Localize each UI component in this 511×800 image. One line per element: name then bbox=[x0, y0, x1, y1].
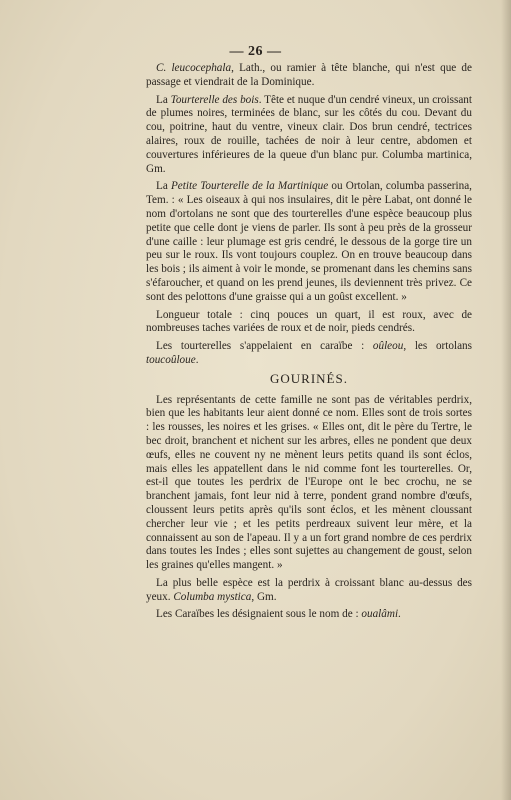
text-run: ou Ortolan, columba passerina, Tem. : « Les oiseaux à qui nos insulaires, dit le père Labat, ont donné le nom d'ortolans ne sont que des tourterelles d'une espèce beaucoup plus petite que celle dont je viens de parler. Ils sont à peu près de la grosseur d'une caille : leur plumage est gris cendré, le dessous de la gorge tire un peu sur le roux. Ils vont toujours couplez. On en trouve beaucoup dans les bois ; ils aiment à voir le monde, se promenant dans les chemins sans s'éfaroucher, et quand on les prend jeunes, ils deviennent très privez. Ce sont des pelottons d'une graisse qui a un goûst excellent. » bbox=[146, 180, 472, 303]
text-run: . bbox=[398, 608, 401, 621]
text-run: , les ortolans bbox=[403, 340, 472, 353]
page-edge-shadow bbox=[501, 0, 511, 800]
text-run: . bbox=[195, 353, 199, 366]
page-number: — 26 — bbox=[229, 44, 282, 59]
paragraph bbox=[146, 394, 472, 573]
section-pigeons bbox=[146, 62, 472, 368]
italic-run: Columba mystica bbox=[173, 590, 252, 603]
paragraph bbox=[146, 577, 472, 605]
paragraph bbox=[146, 309, 472, 337]
italic-run: toucoûloue bbox=[146, 353, 196, 366]
text-run: Longueur totale : cinq pouces un quart, il est roux, avec de nombreuses taches variées de roux et de noir, pieds cendrés. bbox=[146, 308, 472, 335]
italic-run: oualâmi bbox=[361, 608, 399, 621]
text-run: La bbox=[156, 180, 171, 193]
section-heading: GOURINÉS. bbox=[270, 370, 348, 386]
paragraph bbox=[146, 180, 472, 304]
text-run: . Tête et nuque d'un cendré vineux, un croissant de plumes noires, terminées de blanc, sur les côtés du cou. Devant du cou, poitrine, haut du ventre, vineux clair. Dos brun cendré, tectrices alaires, roux de rouille, tachées de noir à leur centre, abdomen et couvertures inférieures de la queue d'un blanc pur. Columba martinica, Gm. bbox=[146, 93, 472, 175]
text-run: , Gm. bbox=[251, 590, 277, 603]
paragraph bbox=[146, 340, 472, 368]
text-run: La bbox=[156, 93, 171, 106]
text-run: La plus belle espèce est la perdrix à croissant blanc au-dessus des yeux. bbox=[146, 576, 472, 603]
italic-run: C. leucocephala bbox=[156, 62, 232, 74]
paragraph bbox=[146, 62, 472, 90]
italic-run: oûleou bbox=[372, 340, 404, 353]
section-gourines bbox=[146, 394, 472, 623]
text-run: , Lath., ou ramier à tête blanche, qui n'est que de passage et viendrait de la Dominique. bbox=[146, 62, 472, 88]
paragraph bbox=[146, 608, 472, 622]
page-body bbox=[146, 62, 472, 626]
text-run: Les Caraïbes les désignaient sous le nom de : bbox=[156, 608, 362, 621]
paragraph bbox=[146, 94, 472, 177]
text-run: Les représentants de cette famille ne sont pas de véritables perdrix, bien que les habitants leur aient donné ce nom. Elles sont de trois sortes : les rousses, les noires et les grises. « Elles ont, dit le père du Tertre, le bec droit, branchent et nichent sur les arbres, elles ne pondent que deux œufs, elles ne couvent ny ne mènent leurs petits quand ils sont éclos, mais elles les appatellent dans le nid comme font les tourterelles. Or, est-il que toutes les perdrix de l'Europe ont le bec crochu, ne se branchent jamais, font leur nid à terre, pondent grand nombre d'œufs, cloussent leurs petits après qu'ils sont éclos, et les mènent cloussant chercher leur vie ; et les petits perdreaux suivent leur mère, et la connaissent au son de l'apeau. Il y a un fort grand nombre de ces perdrix dans toutes les Indes ; elles sont sujettes au changement de goust, selon les graines qu'elles mangent. » bbox=[146, 393, 472, 572]
italic-run: Tourterelle des bois bbox=[170, 93, 259, 106]
text-run: Les tourterelles s'appelaient en caraïbe : bbox=[156, 340, 373, 353]
italic-run: Petite Tourterelle de la Martinique bbox=[170, 180, 329, 193]
